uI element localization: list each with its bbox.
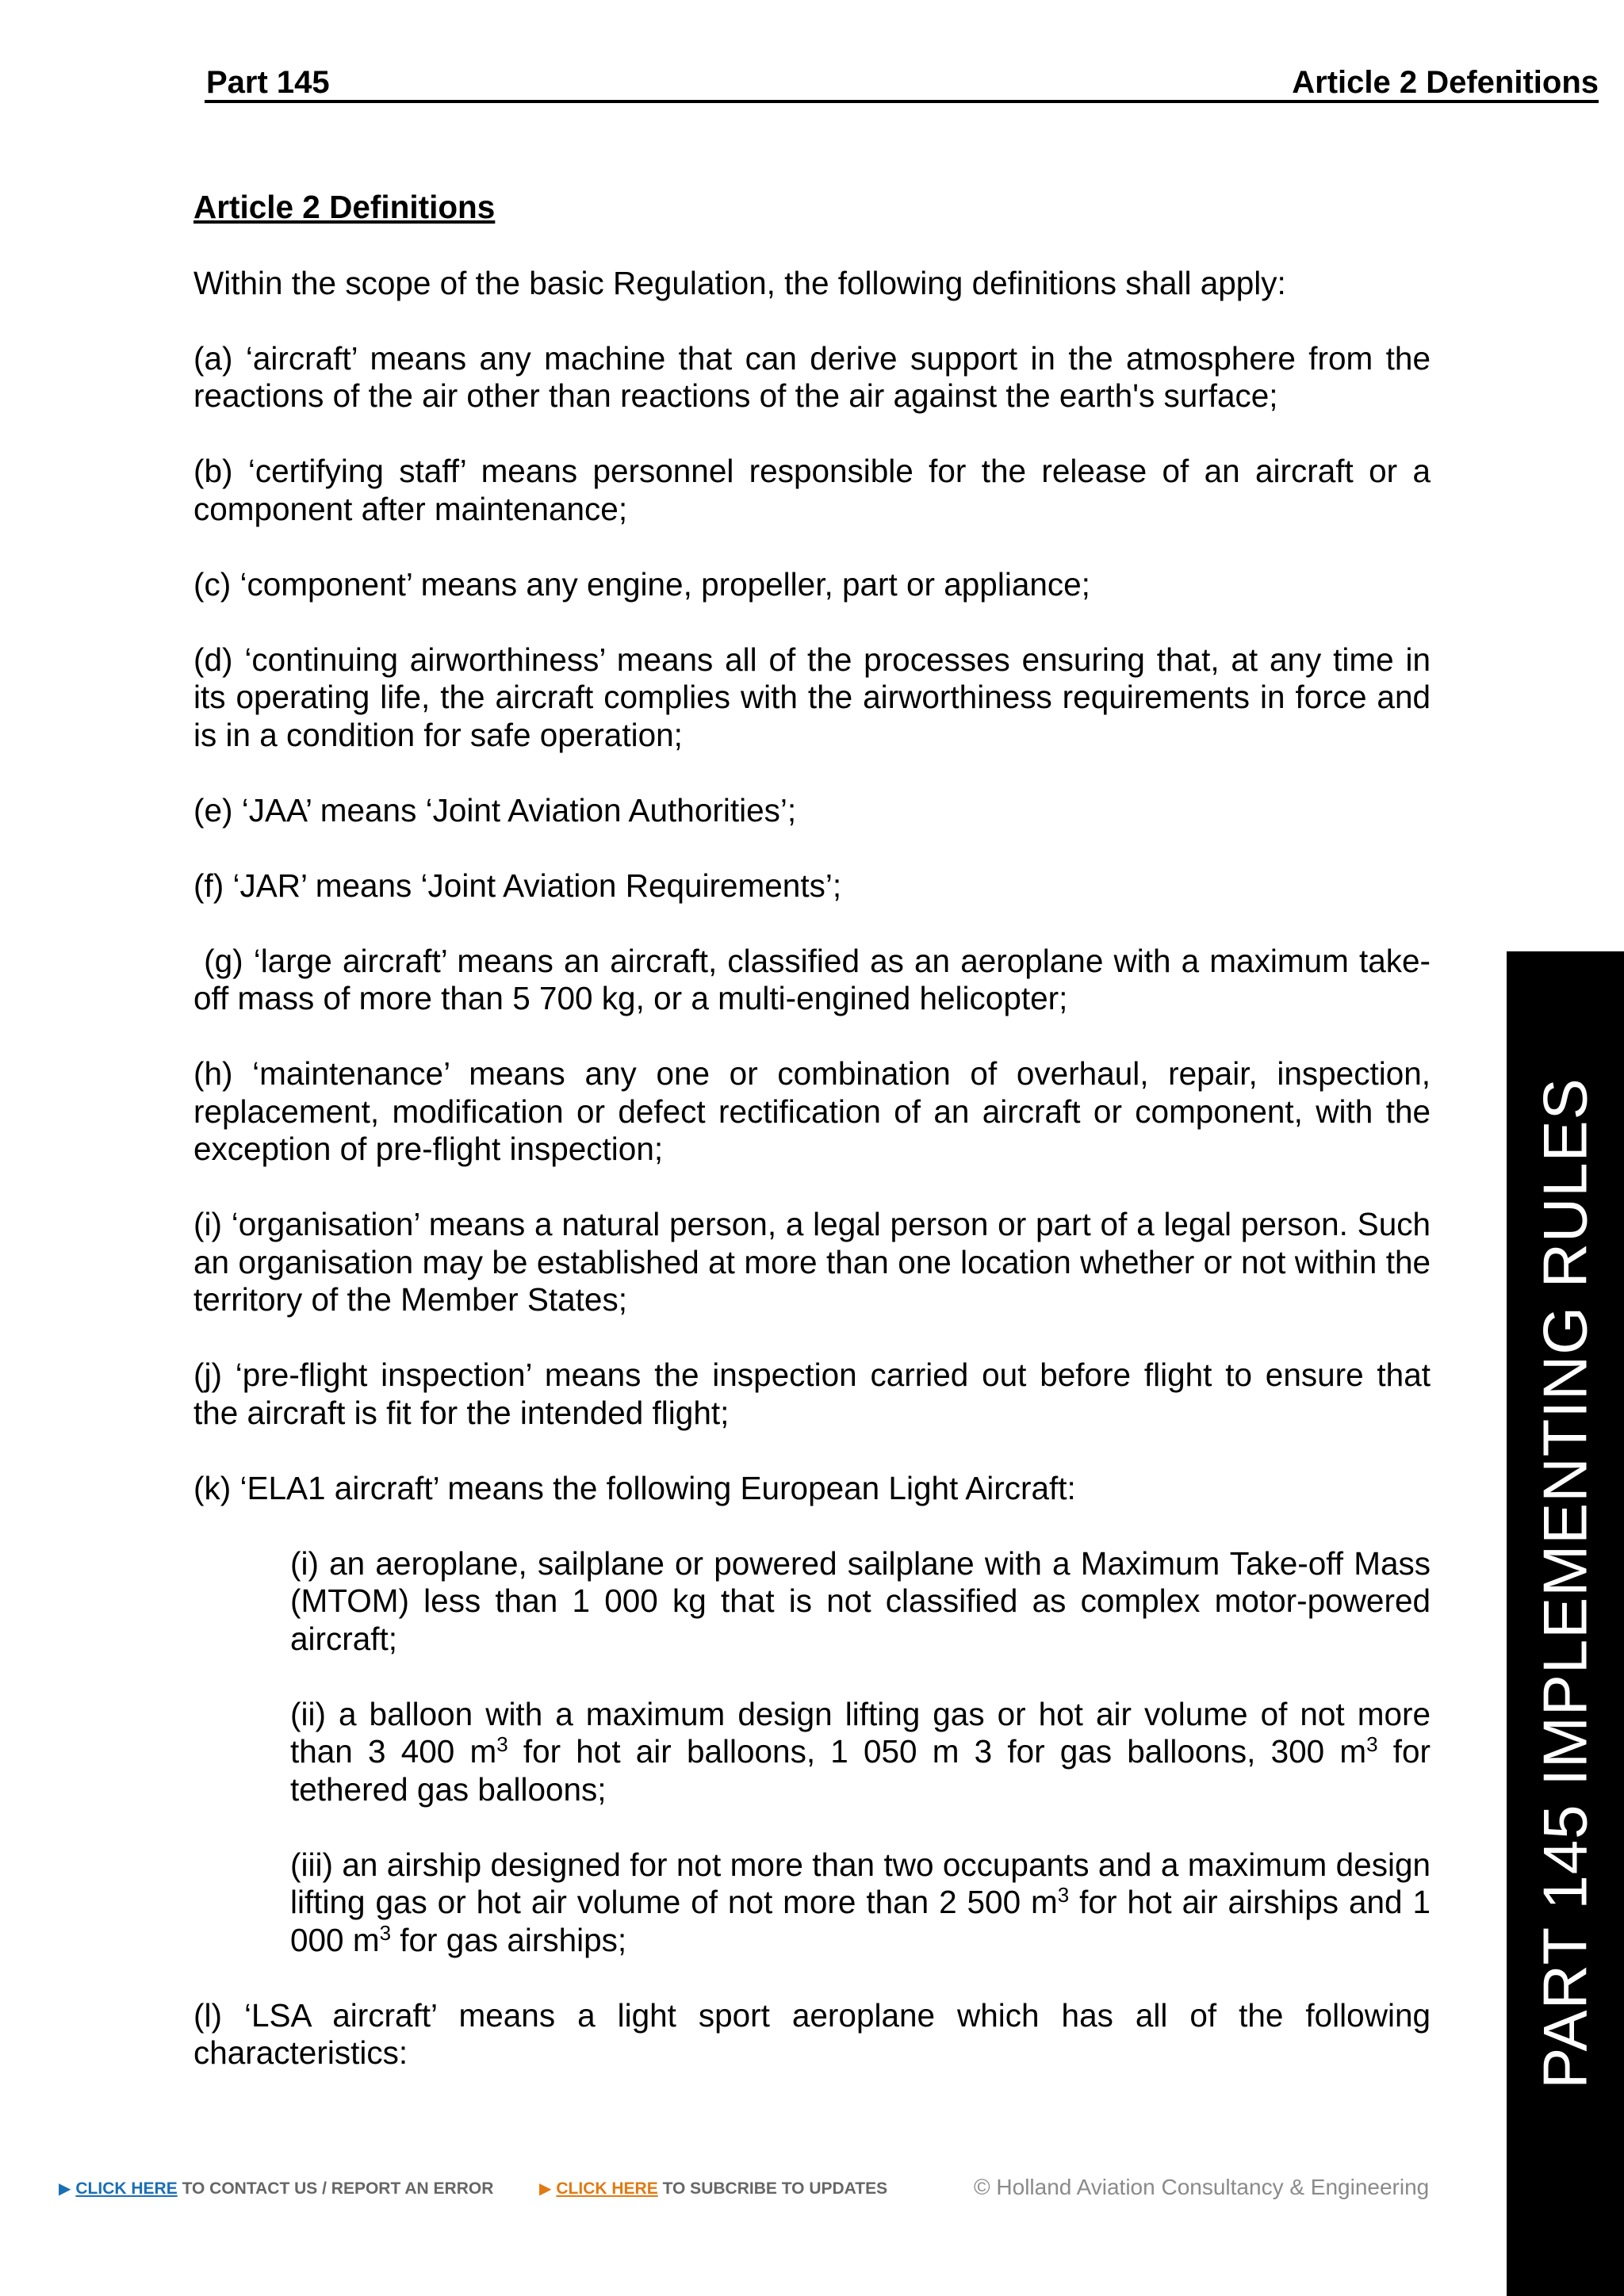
subscribe-footer-link bbox=[539, 2175, 887, 2202]
header-part-label: Part 145 bbox=[206, 65, 330, 100]
definition-l: (l) ‘LSA aircraft’ means a light sport aeroplane which has all of the following characteristics: bbox=[193, 1996, 1431, 2071]
definition-k-iii bbox=[290, 1846, 1431, 1960]
header-section-label: Article 2 Defenitions bbox=[1292, 65, 1599, 100]
definition-f: (f) ‘JAR’ means ‘Joint Aviation Requirements’; bbox=[193, 867, 842, 904]
definition-k-ii bbox=[290, 1696, 1431, 1809]
definition-k-iii-superscript-1: 3 bbox=[1057, 1883, 1070, 1907]
definition-k: (k) ‘ELA1 aircraft’ means the following European Light Aircraft: bbox=[193, 1469, 1076, 1506]
definition-j: (j) ‘pre-flight inspection’ means the inspection carried out before flight to ensure that the aircraft is fit for the intended flight; bbox=[193, 1357, 1431, 1431]
definition-k-ii-superscript-1: 3 bbox=[496, 1732, 508, 1756]
copyright-notice: © Holland Aviation Consultancy & Engineering bbox=[974, 2175, 1430, 2199]
definition-k-ii-text-1: (ii) a balloon with a maximum design lifting gas or hot air volume of not more than 3 400 m bbox=[290, 1695, 1431, 1770]
document-body bbox=[193, 189, 1431, 2110]
page-header bbox=[205, 62, 1599, 103]
definition-a: (a) ‘aircraft’ means any machine that can derive support in the atmosphere from the reactions of the air other than reactions of the air against the earth's surface; bbox=[193, 339, 1431, 414]
definition-k-ii-text-3: for tethered gas balloons; bbox=[290, 1733, 1431, 1808]
definition-k-ii-text-2: for hot air balloons, 1 050 m 3 for gas balloons, 300 m bbox=[508, 1733, 1367, 1770]
definition-b: (b) ‘certifying staff’ means personnel responsible for the release of an aircraft or a component after maintenance; bbox=[193, 453, 1431, 527]
contact-click-here-link[interactable]: CLICK HERE bbox=[75, 2179, 178, 2198]
section-sidebar bbox=[1507, 951, 1624, 2296]
definition-h: (h) ‘maintenance’ means any one or combination of overhaul, repair, inspection, replacement, modification or defect rectification of an aircraft or component, with the exception of pre-flight inspection; bbox=[193, 1055, 1431, 1167]
definition-c: (c) ‘component’ means any engine, propeller, part or appliance; bbox=[193, 565, 1090, 603]
subscribe-click-here-link[interactable]: CLICK HERE bbox=[556, 2179, 658, 2198]
subscribe-link-text: TO SUBCRIBE TO UPDATES bbox=[657, 2179, 888, 2198]
definition-k-iii-text-3: for gas airships; bbox=[391, 1921, 627, 1958]
definition-k-iii-text-2: for hot air airships and 1 000 m bbox=[290, 1884, 1431, 1958]
article-heading: Article 2 Definitions bbox=[193, 189, 496, 225]
definition-k-iii-text-1: (iii) an airship designed for not more than two occupants and a maximum design lifting gas or hot air volume of not more than 2 500 m bbox=[290, 1846, 1431, 1920]
play-arrow-icon: ▶ bbox=[539, 2180, 552, 2198]
intro-paragraph: Within the scope of the basic Regulation, the following definitions shall apply: bbox=[193, 264, 1286, 301]
definition-e: (e) ‘JAA’ means ‘Joint Aviation Authorities’; bbox=[193, 791, 797, 828]
play-arrow-icon: ▶ bbox=[59, 2180, 71, 2198]
definition-g: (g) ‘large aircraft’ means an aircraft, classified as an aeroplane with a maximum take-off mass of more than 5 700 kg, or a multi-engined helicopter; bbox=[193, 942, 1431, 1016]
definition-i: (i) ‘organisation’ means a natural person, a legal person or part of a legal person. Such an organisation may be established at more than one location whether or not within the territory of the Member States; bbox=[193, 1206, 1431, 1318]
definition-d: (d) ‘continuing airworthiness’ means all of the processes ensuring that, at any time in its operating life, the aircraft complies with the airworthiness requirements in force and is in a condition for safe operation; bbox=[193, 641, 1431, 753]
contact-footer-link bbox=[59, 2175, 493, 2202]
contact-link-text: TO CONTACT US / REPORT AN ERROR bbox=[177, 2179, 494, 2198]
sidebar-label: PART 145 IMPLEMENTING RULES bbox=[1530, 1077, 1600, 2089]
definition-k-i: (i) an aeroplane, sailplane or powered sailplane with a Maximum Take-off Mass (MTOM) less than 1 000 kg that is not classified as complex motor-powered aircraft; bbox=[290, 1544, 1431, 1657]
definition-k-ii-superscript-2: 3 bbox=[1366, 1732, 1378, 1756]
definition-k-iii-superscript-2: 3 bbox=[379, 1920, 392, 1945]
